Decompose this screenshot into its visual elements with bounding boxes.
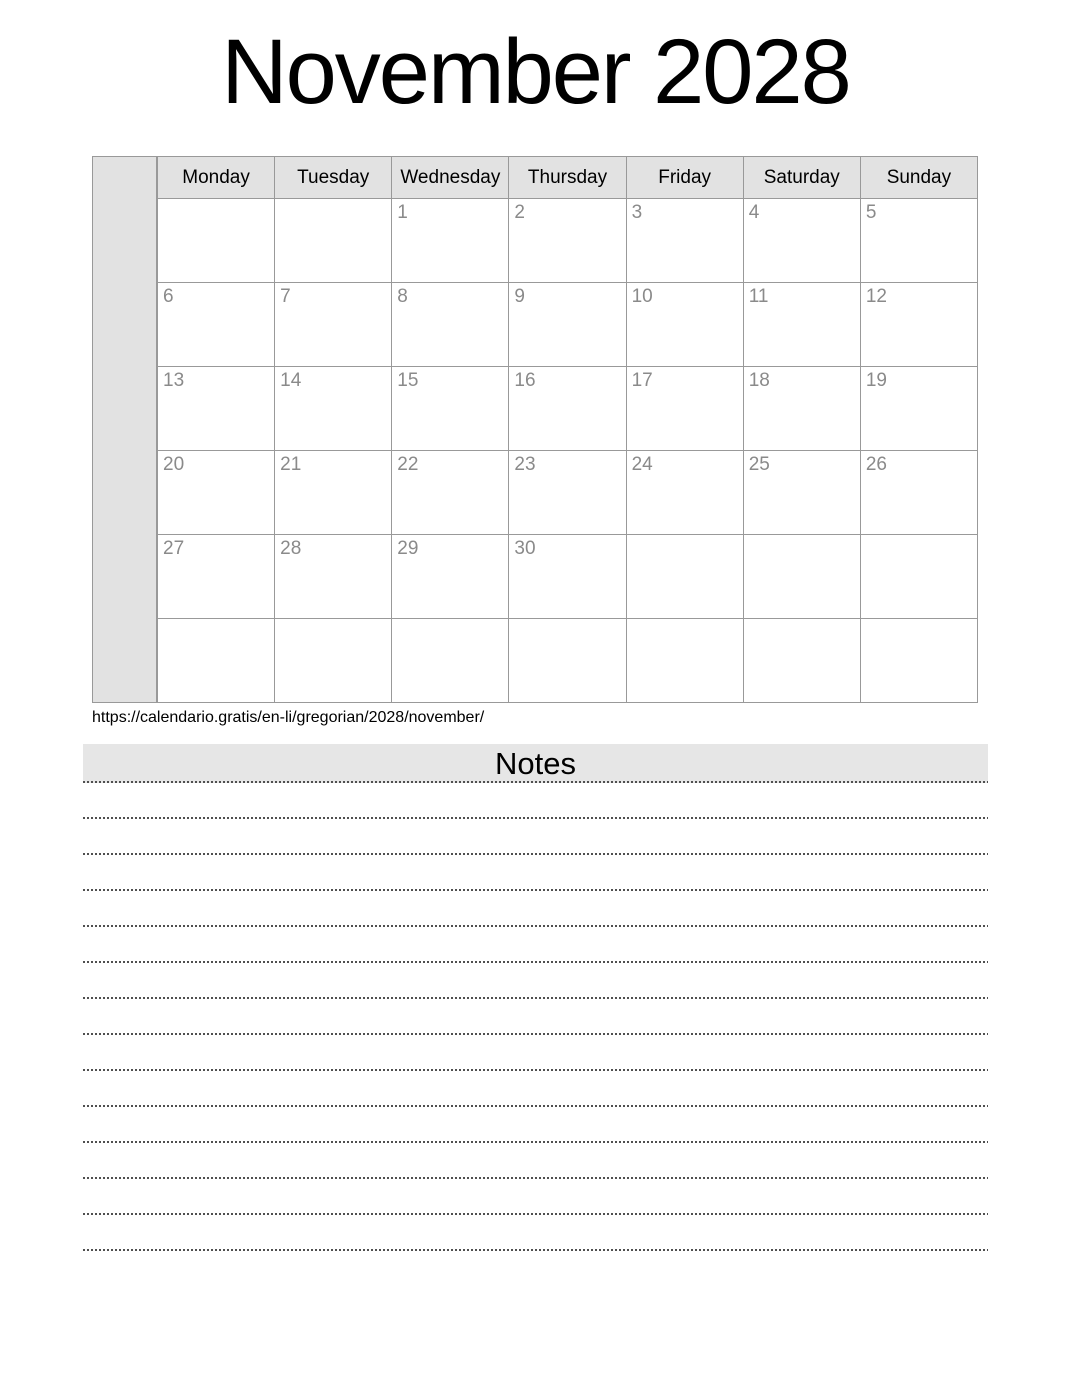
calendar-week-row [158, 199, 978, 283]
calendar-day-cell [860, 451, 977, 535]
date-number: 28 [280, 538, 302, 559]
date-number: 21 [280, 454, 302, 475]
calendar-week-row [158, 283, 978, 367]
note-line [83, 1071, 988, 1107]
calendar-header-row [158, 157, 978, 199]
date-number: 12 [865, 286, 887, 307]
date-number: 20 [163, 454, 185, 475]
date-number: 22 [397, 454, 419, 475]
date-number: 23 [514, 454, 536, 475]
calendar-empty-cell [392, 619, 509, 703]
calendar-day-cell [743, 283, 860, 367]
calendar-day-cell [743, 451, 860, 535]
date-number: 5 [865, 202, 877, 223]
day-header-monday: Monday [158, 157, 275, 199]
date-number: 18 [748, 370, 770, 391]
calendar-day-cell [158, 367, 275, 451]
date-number: 2 [514, 202, 525, 223]
date-number: 14 [280, 370, 302, 391]
date-number: 30 [514, 538, 536, 559]
calendar-day-cell [509, 199, 626, 283]
day-header-tuesday: Tuesday [275, 157, 392, 199]
calendar-day-cell [509, 451, 626, 535]
date-number: 4 [748, 202, 760, 223]
calendar-day-cell [860, 199, 977, 283]
date-number: 19 [865, 370, 887, 391]
calendar-day-cell [158, 451, 275, 535]
notes-lines [83, 783, 988, 1251]
note-line [83, 1107, 988, 1143]
date-number: 15 [397, 370, 419, 391]
date-number: 17 [631, 370, 653, 391]
notes-section [83, 744, 988, 1251]
page-title: November 2028 [221, 21, 850, 123]
calendar-day-cell [626, 367, 743, 451]
date-number: 11 [748, 286, 769, 307]
calendar-day-cell [275, 535, 392, 619]
calendar-week-row [158, 451, 978, 535]
calendar-day-cell [158, 535, 275, 619]
day-header-thursday: Thursday [509, 157, 626, 199]
date-number: 25 [748, 454, 770, 475]
note-line [83, 927, 988, 963]
calendar-empty-cell [158, 619, 275, 703]
date-number: 1 [397, 202, 408, 223]
day-header-friday: Friday [626, 157, 743, 199]
date-number: 6 [163, 286, 174, 307]
note-line [83, 1143, 988, 1179]
date-number: 13 [163, 370, 185, 391]
calendar-day-cell [392, 199, 509, 283]
calendar-day-cell [275, 283, 392, 367]
note-line [83, 1215, 988, 1251]
week-number-gutter [92, 156, 157, 703]
date-number: 7 [280, 286, 291, 307]
calendar-empty-cell [158, 199, 275, 283]
note-line [83, 999, 988, 1035]
note-line [83, 855, 988, 891]
date-number: 3 [631, 202, 643, 223]
date-number: 26 [865, 454, 887, 475]
calendar-day-cell [626, 283, 743, 367]
calendar [92, 156, 978, 703]
date-number: 10 [631, 286, 653, 307]
calendar-empty-cell [743, 619, 860, 703]
source-url: https://calendario.gratis/en-li/gregorian/2028/november/ [92, 709, 485, 726]
calendar-week-row [158, 535, 978, 619]
note-line [83, 783, 988, 819]
calendar-day-cell [743, 199, 860, 283]
note-line [83, 819, 988, 855]
calendar-empty-cell [860, 619, 977, 703]
calendar-day-cell [392, 283, 509, 367]
calendar-day-cell [392, 451, 509, 535]
calendar-day-cell [275, 451, 392, 535]
date-number: 9 [514, 286, 525, 307]
calendar-day-cell [158, 283, 275, 367]
notes-banner [83, 744, 988, 783]
day-header-saturday: Saturday [743, 157, 860, 199]
date-number: 16 [514, 370, 536, 391]
notes-title: Notes [495, 746, 576, 781]
calendar-week-row [158, 367, 978, 451]
note-line [83, 963, 988, 999]
calendar-day-cell [626, 199, 743, 283]
day-header-sunday: Sunday [860, 157, 977, 199]
calendar-empty-cell [860, 535, 977, 619]
calendar-day-cell [392, 535, 509, 619]
note-line [83, 1179, 988, 1215]
calendar-day-cell [860, 283, 977, 367]
calendar-empty-cell [626, 619, 743, 703]
calendar-day-cell [509, 535, 626, 619]
calendar-empty-cell [626, 535, 743, 619]
calendar-body [158, 199, 978, 703]
calendar-day-cell [860, 367, 977, 451]
calendar-table [157, 156, 978, 703]
calendar-day-cell [743, 367, 860, 451]
calendar-week-row [158, 619, 978, 703]
date-number: 24 [631, 454, 653, 475]
note-line [83, 1035, 988, 1071]
calendar-day-cell [626, 451, 743, 535]
date-number: 8 [397, 286, 408, 307]
date-number: 27 [163, 538, 185, 559]
calendar-day-cell [509, 367, 626, 451]
calendar-day-cell [275, 367, 392, 451]
calendar-day-cell [509, 283, 626, 367]
calendar-empty-cell [275, 199, 392, 283]
calendar-empty-cell [509, 619, 626, 703]
note-line [83, 891, 988, 927]
calendar-empty-cell [275, 619, 392, 703]
calendar-empty-cell [743, 535, 860, 619]
calendar-day-cell [392, 367, 509, 451]
day-header-wednesday: Wednesday [392, 157, 509, 199]
date-number: 29 [397, 538, 419, 559]
